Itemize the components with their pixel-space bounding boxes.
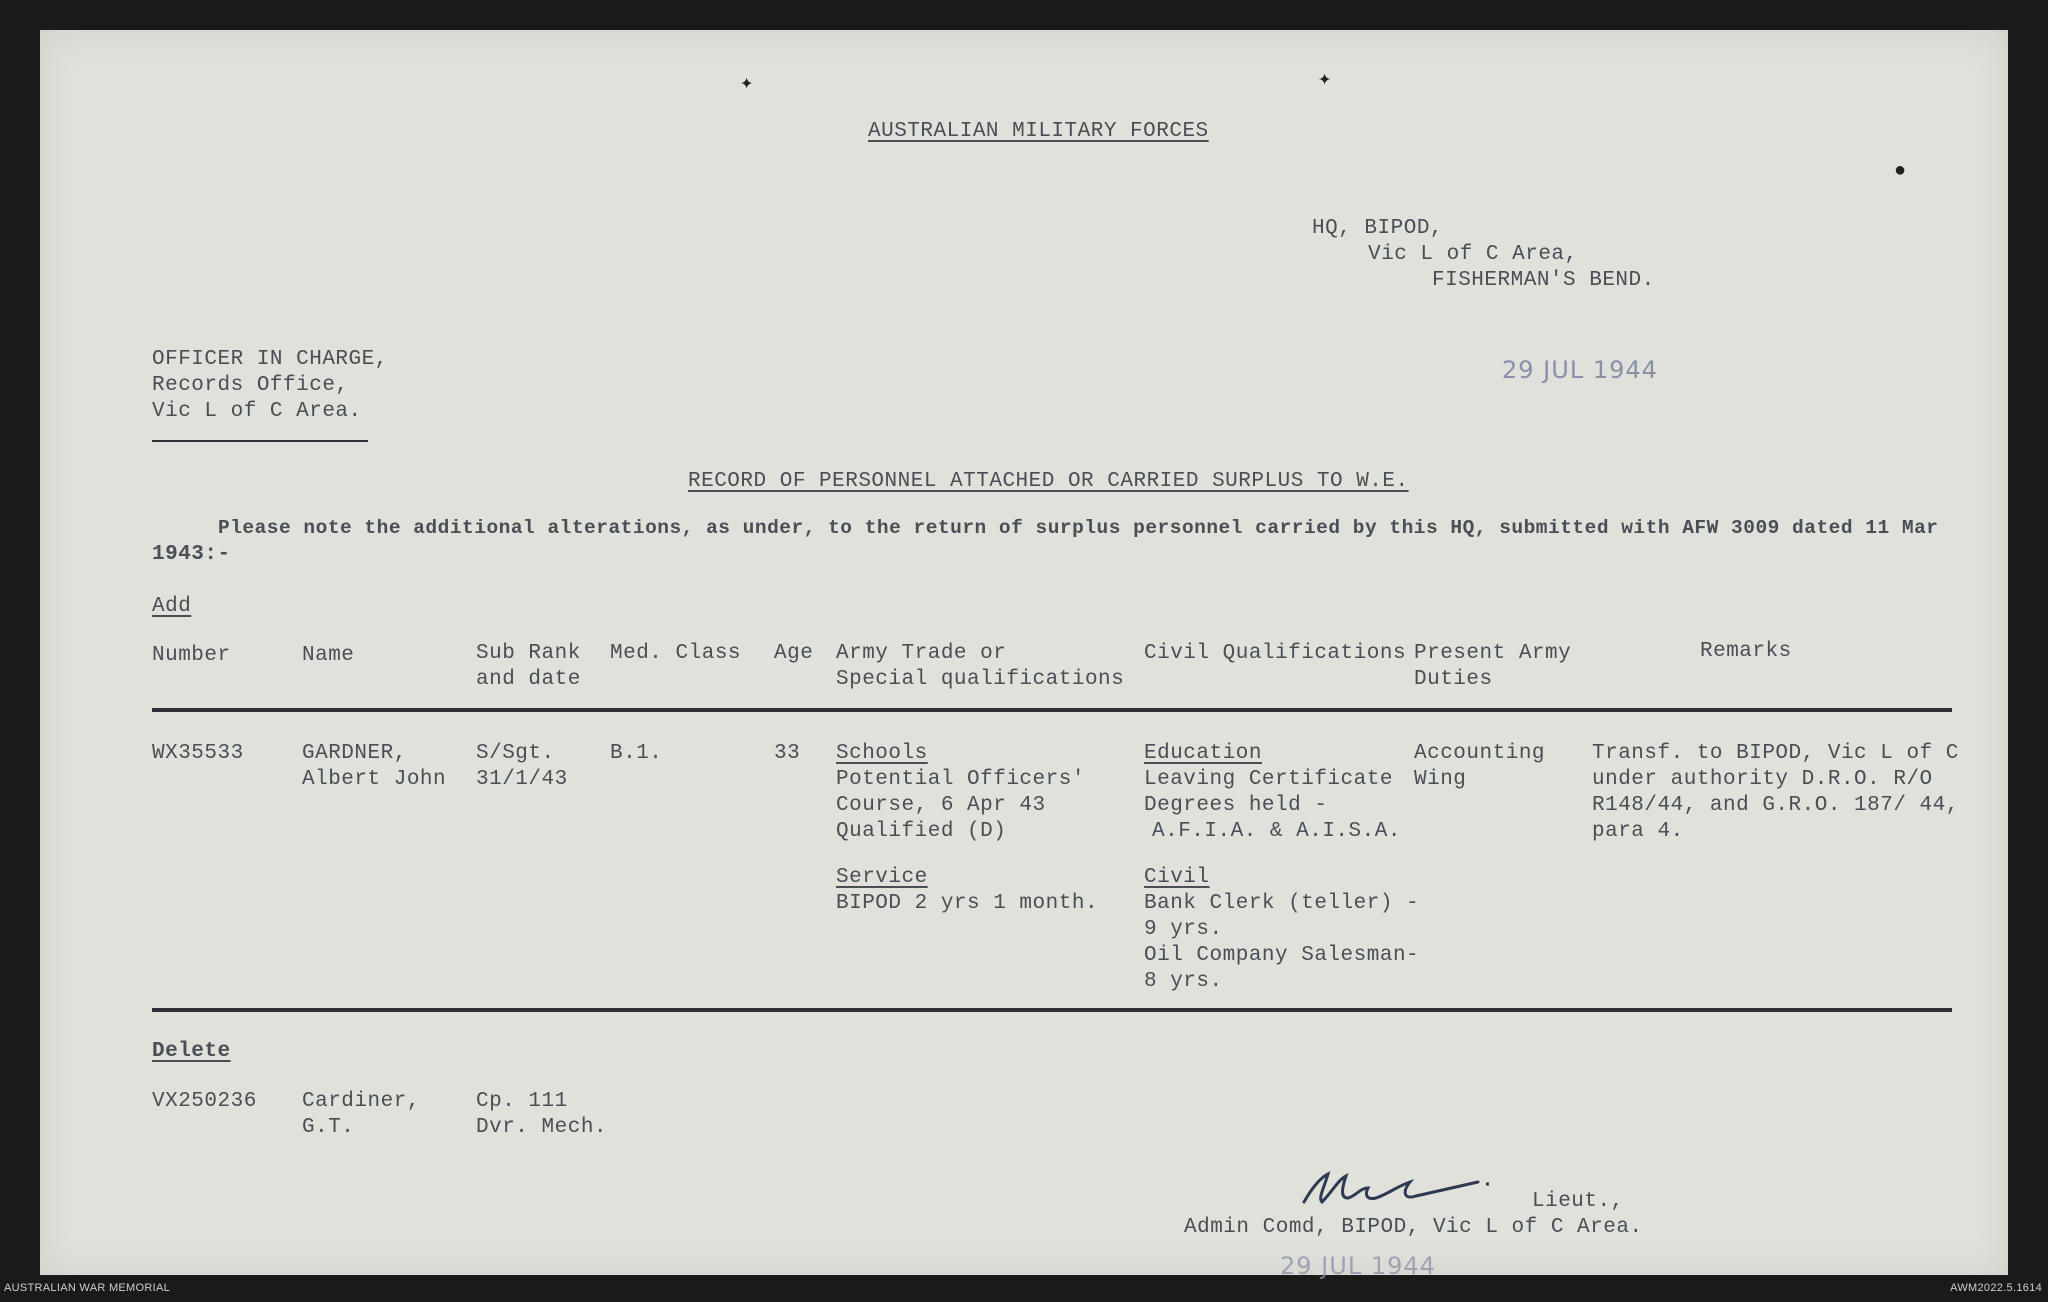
col-header-sub-rank-date: and date xyxy=(476,668,581,691)
schools-line: Qualified (D) xyxy=(836,820,1007,843)
col-header-sub-rank: Sub Rank xyxy=(476,642,581,665)
delete-name: Cardiner, xyxy=(302,1090,420,1113)
document-page xyxy=(40,30,2008,1280)
footer-source-label: AUSTRALIAN WAR MEMORIAL xyxy=(4,1282,171,1294)
entry-age: 33 xyxy=(774,742,801,765)
entry-rank-date: 31/1/43 xyxy=(476,768,568,791)
entry-remarks: R148/44, and G.R.O. 187/ 44, xyxy=(1592,794,1959,817)
col-header-civil-quals: Civil Qualifications xyxy=(1144,642,1407,665)
col-header-present-duties: Present Army xyxy=(1414,642,1572,665)
signature-rank: Lieut., xyxy=(1532,1190,1624,1213)
entry-remarks: Transf. to BIPOD, Vic L of C xyxy=(1592,742,1959,765)
entry-duties: Wing xyxy=(1414,768,1467,791)
col-header-med-class: Med. Class xyxy=(610,642,742,665)
delete-rank: Cp. 111 xyxy=(476,1090,568,1113)
handwritten-signature xyxy=(1298,1158,1498,1218)
sender-line-2: Vic L of C Area, xyxy=(1368,243,1578,266)
civil-line: 9 yrs. xyxy=(1144,918,1223,941)
subject-line: RECORD OF PERSONNEL ATTACHED OR CARRIED SURPLUS TO W.E. xyxy=(688,470,1409,493)
col-header-age: Age xyxy=(774,642,814,665)
addressee-line-2: Records Office, xyxy=(152,374,349,397)
addressee-line-3: Vic L of C Area. xyxy=(152,400,362,423)
addressee-rule xyxy=(152,440,368,442)
entry-med-class: B.1. xyxy=(610,742,663,765)
intro-line-2: 1943:- xyxy=(152,543,231,566)
sender-line-3: FISHERMAN'S BEND. xyxy=(1432,269,1655,292)
col-header-number: Number xyxy=(152,644,231,667)
col-header-name: Name xyxy=(302,644,355,667)
schools-heading: Schools xyxy=(836,742,928,765)
delete-name: G.T. xyxy=(302,1116,355,1139)
punch-mark: ✦ xyxy=(1318,67,1332,92)
service-heading: Service xyxy=(836,866,928,889)
col-header-army-trade: Army Trade or xyxy=(836,642,1007,665)
entry-remarks: under authority D.R.O. R/O xyxy=(1592,768,1933,791)
education-line: Degrees held - xyxy=(1144,794,1328,817)
col-header-duties: Duties xyxy=(1414,668,1493,691)
civil-line: Bank Clerk (teller) - xyxy=(1144,892,1420,915)
civil-heading: Civil xyxy=(1144,866,1210,889)
bottom-date-stamp: 29 JUL 1944 xyxy=(1280,1252,1436,1280)
sender-line-1: HQ, BIPOD, xyxy=(1312,217,1444,240)
civil-line: 8 yrs. xyxy=(1144,970,1223,993)
service-line: BIPOD 2 yrs 1 month. xyxy=(836,892,1099,915)
entry-rule xyxy=(152,1008,1952,1012)
entry-rank: S/Sgt. xyxy=(476,742,555,765)
punch-mark: ✦ xyxy=(740,71,754,96)
ink-spot: ● xyxy=(1894,160,1907,183)
entry-remarks: para 4. xyxy=(1592,820,1684,843)
education-heading: Education xyxy=(1144,742,1262,765)
date-stamp: 29 JUL 1944 xyxy=(1502,356,1658,384)
page-heading: AUSTRALIAN MILITARY FORCES xyxy=(868,120,1209,143)
footer-accession-number: AWM2022.5.1614 xyxy=(1950,1282,2042,1294)
schools-line: Course, 6 Apr 43 xyxy=(836,794,1046,817)
entry-duties: Accounting xyxy=(1414,742,1546,765)
addressee-line-1: OFFICER IN CHARGE, xyxy=(152,348,388,371)
entry-number: WX35533 xyxy=(152,742,244,765)
entry-name: GARDNER, xyxy=(302,742,407,765)
col-header-special-quals: Special qualifications xyxy=(836,668,1125,691)
civil-line: Oil Company Salesman- xyxy=(1144,944,1420,967)
education-line: Leaving Certificate xyxy=(1144,768,1393,791)
signature-title: Admin Comd, BIPOD, Vic L of C Area. xyxy=(1184,1216,1643,1239)
entry-name: Albert John xyxy=(302,768,447,791)
schools-line: Potential Officers' xyxy=(836,768,1085,791)
delete-number: VX250236 xyxy=(152,1090,257,1113)
delete-rank: Dvr. Mech. xyxy=(476,1116,608,1139)
add-label: Add xyxy=(152,595,192,618)
col-header-remarks: Remarks xyxy=(1700,640,1792,663)
intro-line-1: Please note the additional alterations, as under, to the return of surplus personnel carried by this HQ, submitted with AFW 3009 dated 11 Mar xyxy=(218,517,1939,539)
education-line: A.F.I.A. & A.I.S.A. xyxy=(1152,820,1401,843)
delete-label: Delete xyxy=(152,1040,231,1063)
header-rule xyxy=(152,708,1952,712)
